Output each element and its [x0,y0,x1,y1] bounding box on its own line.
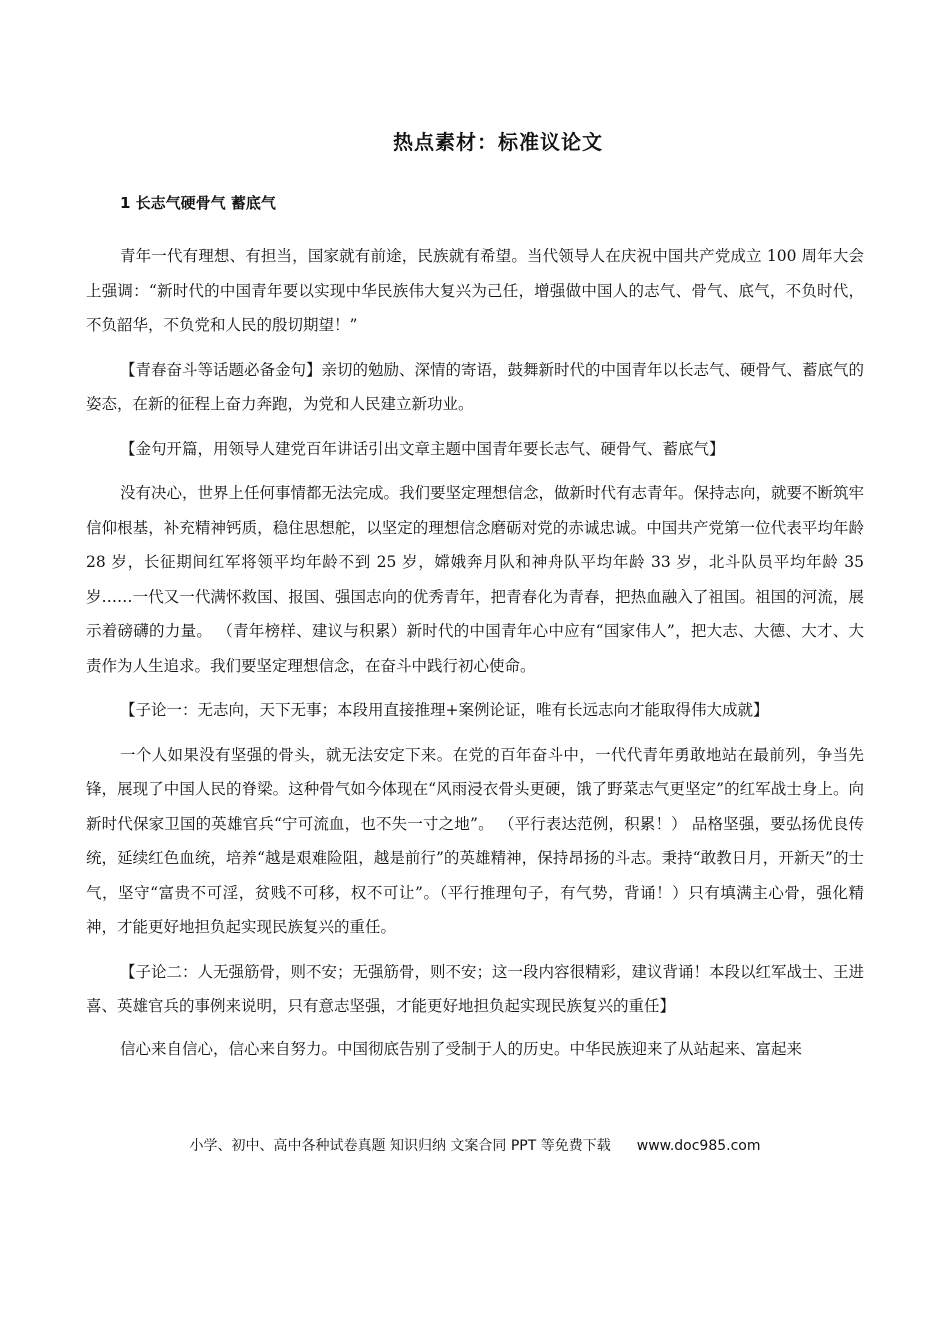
page-title: 热点素材：标准议论文 [393,130,603,154]
paragraph-ambition: 没有决心，世界上任何事情都无法完成。我们要坚定理想信念，做新时代有志青年。保持志向，就要不断筑牢信仰根基，补充精神钙质，稳住思想舵，以坚定的理想信念磨砺对党的赤诚忠诚。中国共产党第一位代表平均年龄 28 岁，长征期间红军将领平均年龄不到 25 岁，嫦娥奔月队和神舟队平均年龄 33 岁，北斗队员平均年龄 35 岁……一代又一代满怀救国、报国、强国志向的优秀青年，把青春化为青春，把热血融入了祖国。祖国的河流，展示着磅礴的力量。 （青年榜样、建议与积累）新时代的中国青年心中应有“国家伟人”，把大志、大德、大才、大责作为人生追求。我们要坚定理想信念，在奋斗中践行初心使命。 [86,484,865,675]
paragraph-intro: 青年一代有理想、有担当，国家就有前途，民族就有希望。当代领导人在庆祝中国共产党成立 100 周年大会上强调：“新时代的中国青年要以实现中华民族伟大复兴为己任，增强做中国人的志气、骨气、底气，不负时代，不负韶华，不负党和人民的殷切期望！” [86,247,864,334]
paragraph-golden-sentence: 【青春奋斗等话题必备金句】亲切的勉励、深情的寄语，鼓舞新时代的中国青年以长志气、硬骨气、蓄底气的姿态，在新的征程上奋力奔跑，为党和人民建立新功业。 [86,360,865,413]
paragraph-backbone: 一个人如果没有坚强的骨头，就无法安定下来。在党的百年奋斗中，一代代青年勇敢地站在最前列，争当先锋，展现了中国人民的脊梁。这种骨气如今体现在“风雨浸衣骨头更硬，饿了野菜志气更坚定”的红军战士身上。向新时代保家卫国的英雄官兵“宁可流血，也不失一寸之地”。 （平行表达范例，积累！） 品格坚强，要弘扬优良传统，延续红色血统，培养“越是艰难险阻，越是前行”的英雄精神，保持昂扬的斗志。秉持“敢教日月，开新天”的士气，坚守“富贵不可淫，贫贱不可移，权不可让”。（平行推理句子，有气势，背诵！）只有填满主心骨，强化精神，才能更好地担负起实现民族复兴的重任。 [86,745,864,936]
paragraph-annotation-opening: 【金句开篇，用领导人建党百年讲话引出文章主题中国青年要长志气、硬骨气、蓄底气】 [120,439,725,458]
paragraph-annotation-sub2: 【子论二：人无强筋骨，则不安；无强筋骨，则不安；这一段内容很精彩，建议背诵！本段以红军战士、王进喜、英雄官兵的事例来说明，只有意志坚强，才能更好地担负起实现民族复兴的重任】 [86,962,865,1015]
footer-text: 小学、初中、高中各种试卷真题 知识归纳 文案合同 PPT 等免费下载 [189,1138,611,1154]
section-heading: 1 长志气硬骨气 蓄底气 [120,194,276,212]
document-body [86,188,864,1066]
paragraph-annotation-sub1: 【子论一：无志向，天下无事；本段用直接推理+案例论证，唯有长远志向才能取得伟大成就】 [120,701,769,719]
page-footer [0,1135,950,1155]
footer-url[interactable]: www.doc985.com [636,1138,761,1154]
paragraph-confidence: 信心来自信心，信心来自努力。中国彻底告别了受制于人的历史。中华民族迎来了从站起来、富起来 [120,1039,803,1058]
